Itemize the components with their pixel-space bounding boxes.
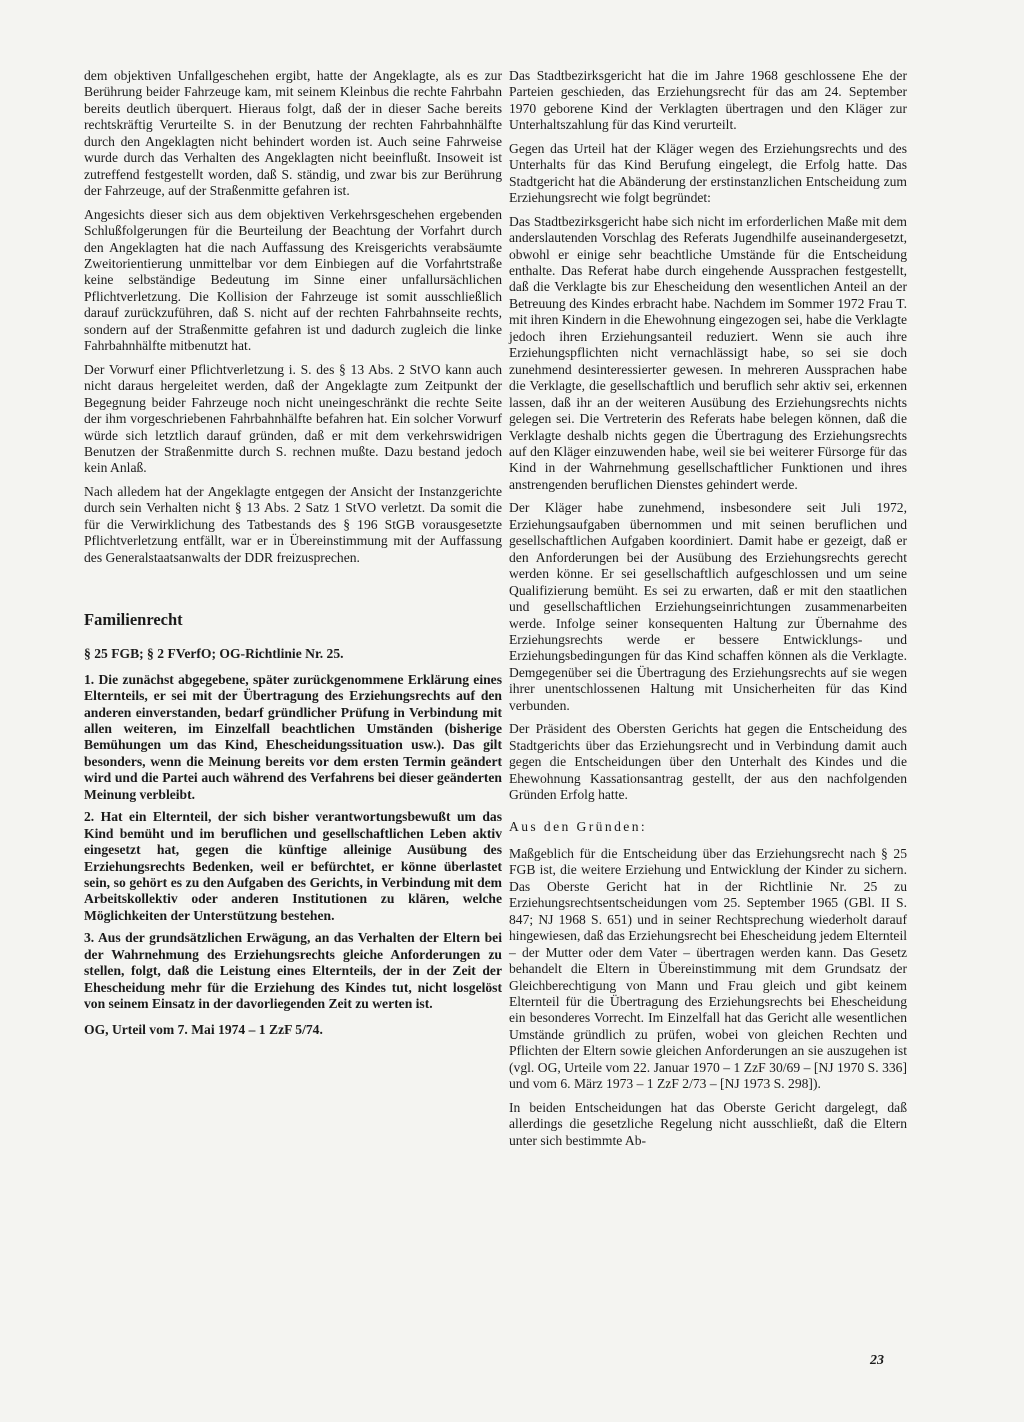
headnote: 2. Hat ein Elternteil, der sich bisher verantwortungsbewußt um das Kind bemüht und im beruflichen und gesellschaftlichen Leben aktiv eingesetzt hat, gegen die künftige alleinige Ausübung des Erziehungsrechts Bedenken, weil er befürchtet, er könne überlastet sein, so gehört es zu den Aufgaben des Gerichts, in Verbindung mit dem Arbeitskollektiv oder anderen Institutionen zu klären, welche Möglichkeiten der Unterstützung bestehen.	[84, 809, 502, 923]
paragraph: Angesichts dieser sich aus dem objektiven Verkehrsgeschehen ergebenden Schlußfolgerungen für die Beurteilung der Beachtung der Vorfahrt durch den Angeklagten hat die nach Auffassung des Kreisgerichts verabsäumte Zweitorientierung unmittelbar vor dem Einbiegen auf die Vorfahrtstraße keine selbständige Bedeutung im Sinne einer unfallursächlichen Pflichtverletzung. Die Kollision der Fahrzeuge ist somit ausschließlich darauf zurückzuführen, daß S. nicht auf der rechten Fahrbahnseite rechts, sondern auf der Straßenmitte gefahren ist und dadurch zugleich die linke Fahrbahnhälfte mitbenutzt hat.	[84, 206, 502, 354]
headnote: 1. Die zunächst abgegebene, später zurückgenommene Erklärung eines Elternteils, er sei mit der Übertragung des Erziehungsrechts auf den anderen einverstanden, bedarf gründlicher Prüfung in Verbindung mit allen weiteren, im Einzelfall beachtlichen Umständen (bisherige Bemühungen um das Kind, Ehescheidungssituation usw.). Das gilt besonders, wenn die Meinung bereits vor dem ersten Termin geändert wird und die Partei auch während des Verfahrens bei dieser geänderten Meinung verbleibt.	[84, 671, 502, 802]
paragraph: Das Stadtbezirksgericht hat die im Jahre 1968 geschlossene Ehe der Parteien geschieden, das Erziehungsrecht für das am 24. September 1970 geborene Kind der Verklagten übertragen und den Kläger zur Unterhaltszahlung für das Kind verurteilt.	[509, 68, 907, 133]
paragraph: Das Stadtbezirksgericht habe sich nicht im erforderlichen Maße mit dem anderslautenden Vorschlag des Referats Jugendhilfe auseinandergesetzt, obwohl er einige sehr beachtliche Umstände für die Entscheidung enthalte. Das Referat habe durch eingehende Aussprachen festgestellt, daß die Verklagte bis zur Ehescheidung den wesentlichen Anteil an der Betreuung des Kindes erbracht habe. Nachdem im Sommer 1972 Frau T. mit ihren Kindern in die Ehewohnung eingezogen sei, habe die Verklagte jedoch ihren Erziehungsanteil reduziert. Wenn sie auch ihre Erziehungspflichten nicht vernachlässigt habe, so sei sie doch zunehmend desinteressierter gewesen. In mehreren Aussprachen habe die Verklagte, die gesellschaftlich und beruflich sehr aktiv sei, erkennen lassen, daß ihr an der weiteren Ausübung des Erziehungsrechts nichts gelegen sei. Die Vertreterin des Referats habe belegen können, daß die Verklagte deshalb nichts gegen die Übertragung des Erziehungsrechts auf den Kläger einzuwenden habe, weil sie bei weiterer Fürsorge für das Kind in der Wahrnehmung gesellschaftlicher Funktionen und ihres anstrengenden beruflichen Dienstes gehindert werde.	[509, 213, 908, 492]
court-citation: OG, Urteil vom 7. Mai 1974 – 1 ZzF 5/74.	[84, 1021, 323, 1037]
paragraph: dem objektiven Unfallgeschehen ergibt, hatte der Angeklagte, als es zur Berührung beider Fahrzeuge kam, mit seinem Kleinbus die rechte Fahrbahn bereits deutlich überquert. Hieraus folgt, daß der in dieser Sache bereits rechtskräftig Verurteilte S. in der Benutzung der rechten Fahrbahnhälfte durch den Angeklagten nicht behindert worden ist. Auch seine Fahrweise wurde durch das Verhalten des Angeklagten nicht beeinflußt. Insoweit ist zutreffend festgestellt worden, daß S. ständig, und zwar bis zur Berührung der Fahrzeuge, auf der Straßenmitte gefahren ist.	[84, 68, 502, 199]
reasons-heading: Aus den Gründen:	[509, 819, 648, 835]
left-column	[84, 68, 502, 1038]
paragraph: Der Vorwurf einer Pflichtverletzung i. S. des § 13 Abs. 2 StVO kann auch nicht daraus hergeleitet werden, daß der Angeklagte zum Zeitpunkt der Begegnung beider Fahrzeuge noch nicht uneingeschränkt die rechte Seite der ihm vorgeschriebenen Fahrbahnhälfte befahren hat. Ein solcher Vorwurf würde sich letztlich darauf gründen, daß er mit dem verkehrswidrigen Benutzen der Straßenmitte durch S. rechnen mußte. Dazu bestand jedoch kein Anlaß.	[84, 361, 502, 476]
section-title: Familienrecht	[84, 610, 183, 630]
headnote: 3. Aus der grundsätzlichen Erwägung, an das Verhalten der Eltern bei der Wahrnehmung des Erziehungsrechts gleiche Anforderungen zu stellen, folgt, daß die Leistung eines Elternteils, der in der Zeit der Ehescheidung mehr für die Erziehung des Kindes tut, nicht losgelöst von seinem Einsatz in der davorliegenden Zeit zu werten ist.	[84, 930, 502, 1012]
paragraph: Gegen das Urteil hat der Kläger wegen des Erziehungsrechts und des Unterhalts für das Kind Berufung eingelegt, die Erfolg hatte. Das Stadtgericht hat die Abänderung der erstinstanzlichen Entscheidung zum Erziehungsrecht wie folgt begründet:	[509, 140, 907, 206]
page-number: 23	[870, 1353, 884, 1368]
paragraph: Der Kläger habe zunehmend, insbesondere seit Juli 1972, Erziehungsaufgaben übernommen und mit seinen beruflichen und gesellschaftlichen Aufgaben koordiniert. Damit habe er gezeigt, daß er den Anforderungen bei der Ausübung des Erziehungsrechts gerecht werden könne. Er sei gesellschaftlich aufgeschlossen und um seine Qualifizierung bemüht. Es sei zu erwarten, daß er mit den staatlichen und gesellschaftlichen Erziehungseinrichtungen zusammenarbeiten werde. Infolge seiner konsequenten Haltung zur Übernahme des Erziehungsrechts werde er bessere Entwicklungs- und Erziehungsbedingungen für das Kind schaffen können als die Verklagte. Demgegenüber sei die Übertragung des Erziehungsrechts auf sie wegen ihrer unentschlossenen Haltung mit Unsicherheiten für das Kind verbunden.	[509, 500, 907, 713]
paragraph: Der Präsident des Obersten Gerichts hat gegen die Entscheidung des Stadtgerichts über das Erziehungsrecht und in Verbindung damit auch gegen die Entscheidungen über den Unterhalt des Kindes und die Ehewohnung Kassationsantrag gestellt, der aus den nachfolgenden Gründen Erfolg hatte.	[509, 721, 907, 803]
law-reference: § 25 FGB; § 2 FVerfO; OG-Richtlinie Nr. 25.	[84, 646, 344, 662]
paragraph: In beiden Entscheidungen hat das Oberste Gericht dargelegt, daß allerdings die gesetzliche Regelung nicht ausschließt, daß die Eltern unter sich bestimmte Ab-	[509, 1099, 907, 1148]
paragraph: Maßgeblich für die Entscheidung über das Erziehungsrecht nach § 25 FGB ist, die weitere Erziehung und Entwicklung der Kinder zu sichern. Das Oberste Gericht hat in der Richtlinie Nr. 25 zu Erziehungsrechtsentscheidungen vom 25. September 1965 (GBl. II S. 847; NJ 1968 S. 651) und in seiner Rechtsprechung wiederholt darauf hingewiesen, daß das Erziehungsrecht bei Ehescheidung jedem Elternteil – der Mutter oder dem Vater – übertragen werden kann. Das Gesetz behandelt die Eltern in Übereinstimmung mit dem Grundsatz der Gleichberechtigung von Mann und Frau gleich und gibt keinem Elternteil für die Übertragung des Erziehungsrechts bei Ehescheidung ein besonderes Vorrecht. Im Einzelfall hat das Gericht alle wesentlichen Umstände gründlich zu prüfen, wobei von gleichen Rechten und Pflichten der Eltern sowie gleichen Anforderungen an sie auszugehen ist (vgl. OG, Urteile vom 22. Januar 1970 – 1 ZzF 30/69 – [NJ 1970 S. 336] und vom 6. März 1973 – 1 ZzF 2/73 – [NJ 1973 S. 298]).	[509, 845, 907, 1092]
paragraph: Nach alledem hat der Angeklagte entgegen der Ansicht der Instanzgerichte durch sein Verhalten nicht § 13 Abs. 2 Satz 1 StVO verletzt. Da somit die für die Verwirklichung des Tatbestands des § 196 StGB vorausgesetzte Pflichtverletzung entfällt, war er in Übereinstimmung mit der Auffassung des Generalstaatsanwalts der DDR freizusprechen.	[84, 483, 502, 565]
right-column	[509, 68, 907, 1156]
